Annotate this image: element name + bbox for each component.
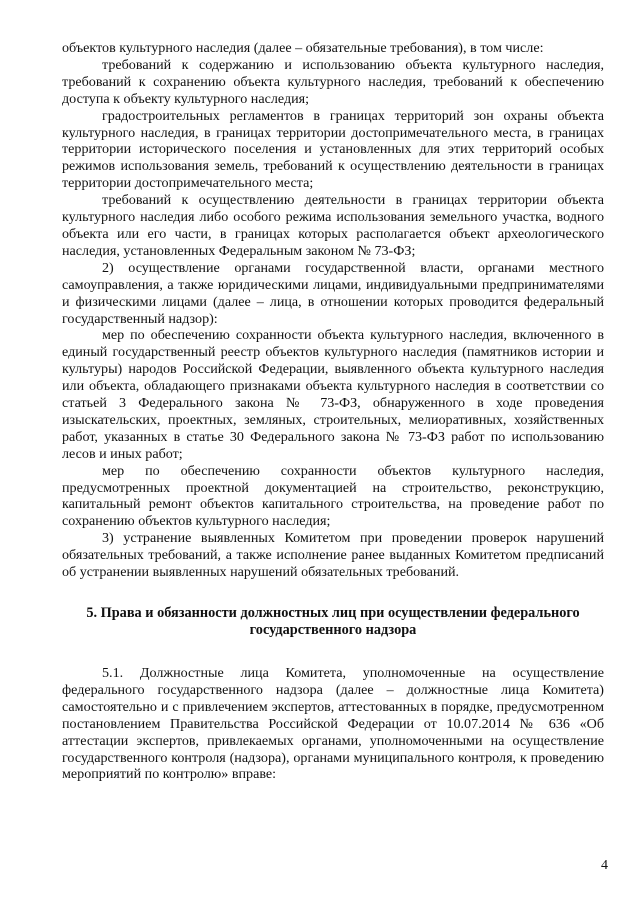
paragraph: требований к содержанию и использованию объекта культурного наследия, требований к сохранению объекта культурного наследия, требований к обеспечению доступа к объекту культурного наследия; bbox=[62, 56, 604, 107]
section-heading-line-1: 5. Права и обязанности должностных лиц при осуществлении федерального bbox=[86, 605, 580, 621]
paragraph: мер по обеспечению сохранности объекта культурного наследия, включенного в единый государственный реестр объектов культурного наследия (памятников истории и культуры) народов Российской Федерации, выявленного объекта культурного наследия или объекта, обладающего признаками объекта культурного наследия в соответствии со статьей 3 Федерального закона № 73-ФЗ, обнаруженного в ходе проведения изыскательских, проектных, земляных, строительных, мелиоративных, хозяйственных работ, указанных в статье 30 Федерального закона № 73-ФЗ работ по использованию лесов и иных работ; bbox=[62, 327, 604, 462]
paragraph: градостроительных регламентов в границах территорий зон охраны объекта культурного наследия, в границах территории достопримечательного места, в границах территории исторического поселения и установленных для этих территорий особых режимов использования земель, требований к осуществлению деятельности в границах территории достопримечательного места; bbox=[62, 107, 604, 192]
section-heading bbox=[62, 605, 604, 639]
page-number: 4 bbox=[601, 858, 608, 873]
paragraph: требований к осуществлению деятельности в границах территории объекта культурного наследия либо особого режима использования земельного участка, водного объекта или его части, в границах которых располагается объект археологического наследия, установленных Федеральным законом № 73-ФЗ; bbox=[62, 192, 604, 259]
body-text-top bbox=[62, 40, 604, 581]
paragraph: 5.1. Должностные лица Комитета, уполномоченные на осуществление федерального государственного надзора (далее – должностные лица Комитета) самостоятельно и с привлечением экспертов, аттестованных в порядке, предусмотренном постановлением Правительства Российской Федерации от 10.07.2014 № 636 «Об аттестации экспертов, привлекаемых органами, уполномоченными на осуществление государственного контроля (надзора), органами муниципального контроля, к проведению мероприятий по контролю» вправе: bbox=[62, 665, 604, 783]
paragraph: 2) осуществление органами государственной власти, органами местного самоуправления, а также юридическими лицами, индивидуальными предпринимателями и физическими лицами (далее – лица, в отношении которых проводится федеральный государственный надзор): bbox=[62, 259, 604, 327]
paragraph: объектов культурного наследия (далее – обязательные требования), в том числе: bbox=[62, 40, 544, 56]
paragraph: мер по обеспечению сохранности объектов культурного наследия, предусмотренных проектной документацией на строительство, реконструкцию, капитальный ремонт объектов капитального строительства, на проведение работ по сохранению объектов культурного наследия; bbox=[62, 462, 604, 530]
body-text-bottom bbox=[62, 665, 604, 783]
section-heading-line-2: государственного надзора bbox=[249, 622, 417, 638]
paragraph: 3) устранение выявленных Комитетом при проведении проверок нарушений обязательных требований, а также исполнение ранее выданных Комитетом предписаний об устранении выявленных нарушений обязательных требований. bbox=[62, 530, 604, 581]
